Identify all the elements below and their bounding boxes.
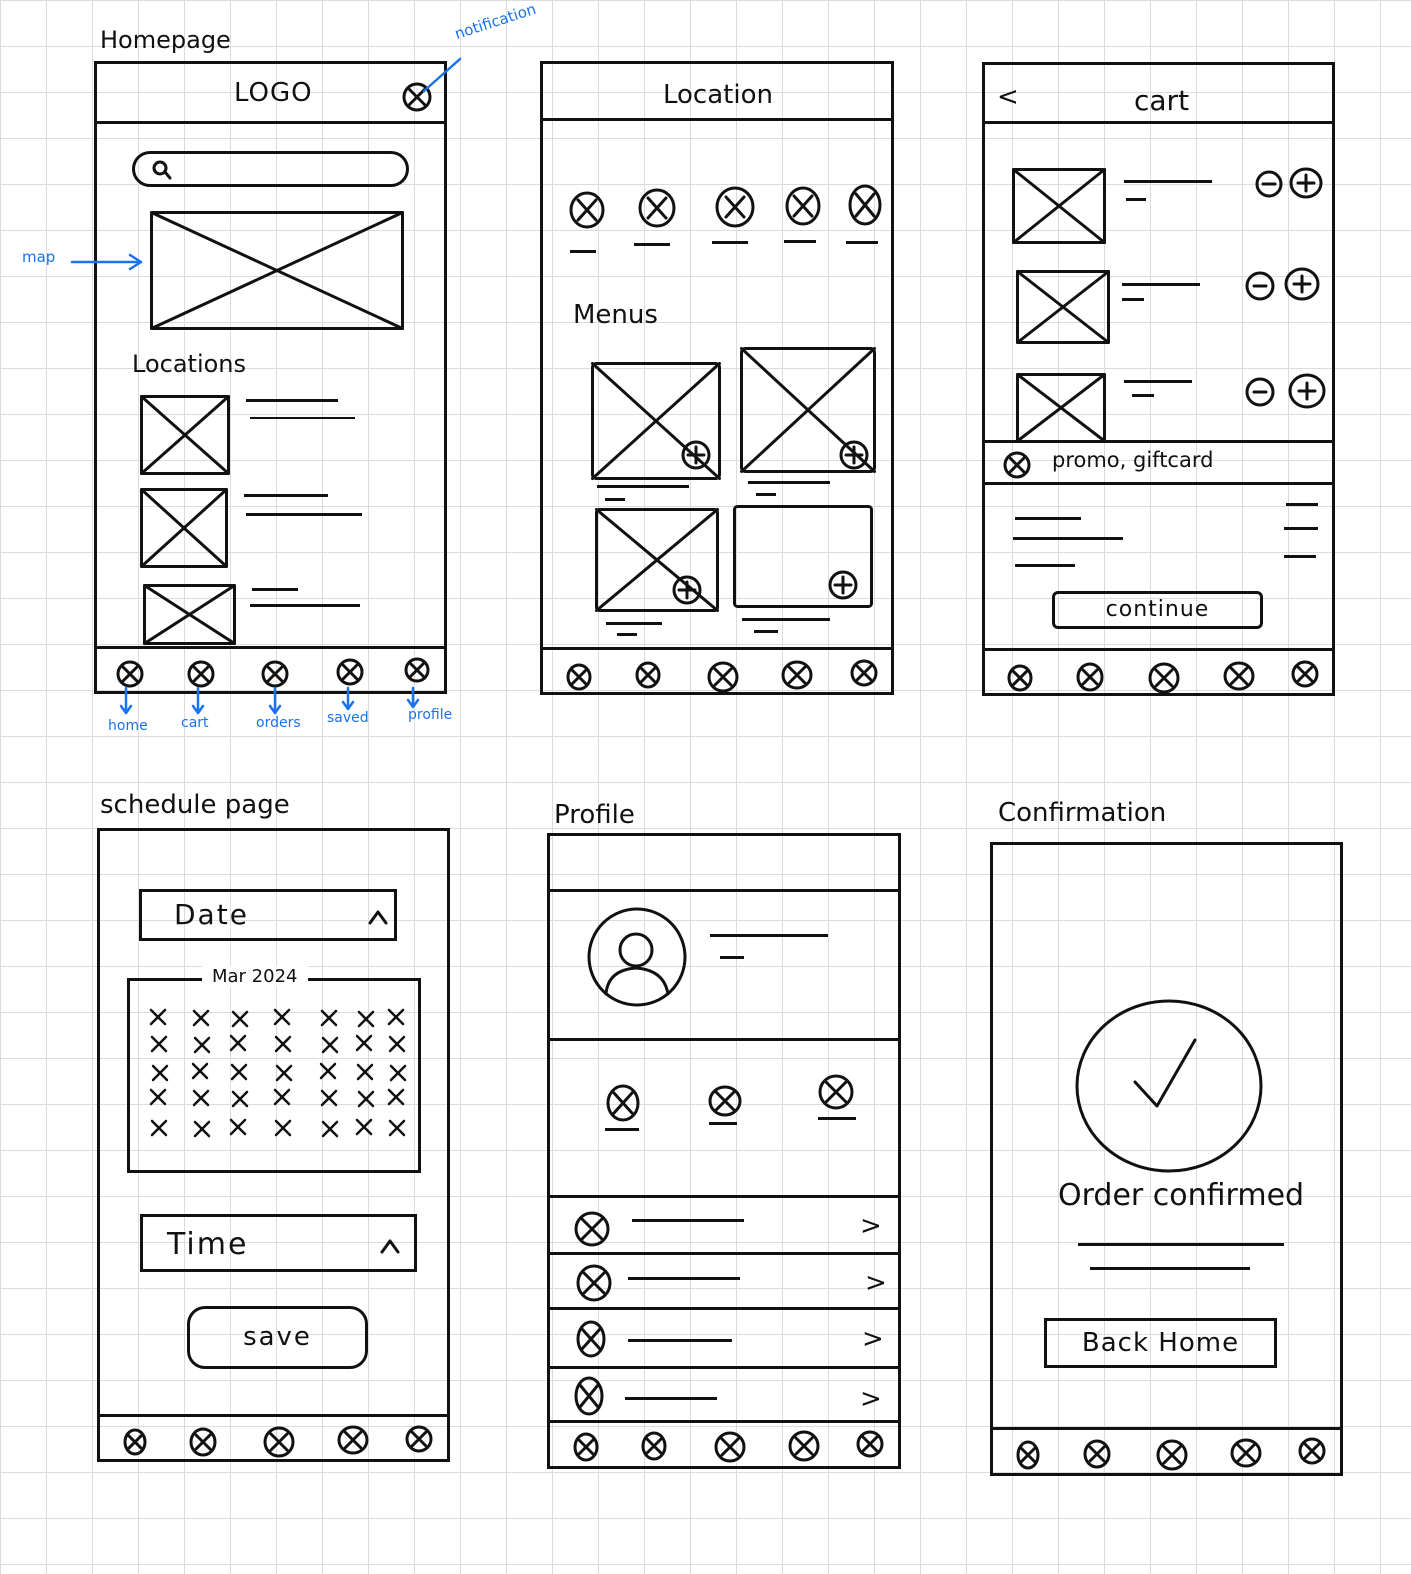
cart-nav-icon[interactable] bbox=[1076, 662, 1104, 692]
calendar-day[interactable] bbox=[391, 1066, 405, 1080]
cart-item-thumbnail bbox=[1012, 168, 1106, 244]
location-header-divider bbox=[540, 118, 894, 121]
nav-annotation-profile: profile bbox=[408, 707, 453, 723]
homepage-title: Homepage bbox=[100, 26, 231, 54]
home-nav-icon[interactable] bbox=[1016, 1440, 1040, 1470]
profile-nav-divider bbox=[547, 1420, 901, 1423]
profile-nav-icon[interactable] bbox=[404, 657, 430, 683]
saved-nav-icon[interactable] bbox=[781, 660, 813, 690]
calendar-day[interactable] bbox=[359, 1092, 373, 1106]
shortcut-label-line bbox=[818, 1117, 856, 1120]
confirmation-title: Confirmation bbox=[998, 798, 1167, 828]
chevron-up-icon bbox=[379, 1237, 401, 1255]
calendar-day[interactable] bbox=[357, 1036, 371, 1050]
quantity-increase-button[interactable] bbox=[1289, 167, 1323, 199]
calendar-day[interactable] bbox=[231, 1120, 245, 1134]
calendar-day[interactable] bbox=[389, 1010, 403, 1024]
location-line bbox=[246, 513, 362, 516]
cart-item-price-line bbox=[1126, 198, 1146, 201]
cart-header: cart bbox=[1134, 84, 1190, 117]
menu-item-card[interactable] bbox=[591, 362, 721, 480]
menu-item-price-line bbox=[754, 630, 778, 633]
menu-item-name-line bbox=[748, 481, 830, 484]
calendar-day[interactable] bbox=[323, 1038, 337, 1052]
quantity-decrease-button[interactable] bbox=[1255, 170, 1283, 198]
settings-row-label-line bbox=[628, 1277, 740, 1280]
profile-header-divider bbox=[547, 889, 901, 892]
calendar-day[interactable] bbox=[232, 1065, 246, 1079]
date-label: Date bbox=[174, 898, 249, 931]
calendar-day[interactable] bbox=[153, 1066, 167, 1080]
calendar-day[interactable] bbox=[151, 1010, 165, 1024]
profile-nav-icon[interactable] bbox=[405, 1425, 433, 1453]
profile-shortcut-icon[interactable] bbox=[818, 1074, 854, 1110]
calendar-day[interactable] bbox=[233, 1092, 247, 1106]
cart-item-name-line bbox=[1124, 380, 1192, 383]
category-label-line bbox=[570, 250, 596, 253]
orders-nav-icon[interactable] bbox=[261, 660, 289, 688]
cart-item-thumbnail bbox=[1016, 373, 1106, 441]
saved-nav-icon[interactable] bbox=[788, 1430, 820, 1462]
profile-nav-icon[interactable] bbox=[1298, 1437, 1326, 1465]
chevron-up-icon bbox=[367, 908, 389, 926]
calendar-days-grid bbox=[145, 1000, 410, 1158]
confirmation-detail-line bbox=[1078, 1243, 1284, 1246]
calendar-day[interactable] bbox=[276, 1121, 290, 1135]
category-icon[interactable] bbox=[638, 188, 676, 228]
settings-row-label-line bbox=[632, 1219, 744, 1222]
location-line bbox=[250, 417, 355, 419]
continue-button[interactable] bbox=[1052, 591, 1263, 629]
chevron-right-icon: > bbox=[860, 1211, 882, 1241]
cart-item-name-line bbox=[1124, 180, 1212, 183]
notification-annotation: notification bbox=[452, 0, 539, 43]
locations-heading: Locations bbox=[132, 350, 247, 378]
profile-title: Profile bbox=[554, 800, 635, 830]
confirmation-detail-line bbox=[1090, 1267, 1250, 1270]
profile-nav-icon[interactable] bbox=[850, 659, 878, 687]
time-dropdown[interactable] bbox=[140, 1214, 417, 1272]
back-button[interactable]: < bbox=[997, 82, 1019, 112]
date-dropdown[interactable] bbox=[139, 889, 397, 941]
quantity-decrease-button[interactable] bbox=[1245, 377, 1275, 407]
settings-row-label-line bbox=[628, 1339, 732, 1342]
cart-item-price-line bbox=[1122, 298, 1144, 301]
save-label: save bbox=[243, 1322, 312, 1352]
orders-nav-icon[interactable] bbox=[263, 1426, 295, 1458]
calendar-day[interactable] bbox=[322, 1091, 336, 1105]
menu-item-name-line bbox=[742, 618, 830, 621]
saved-nav-icon[interactable] bbox=[1230, 1438, 1262, 1468]
calendar-day[interactable] bbox=[151, 1090, 165, 1104]
home-nav-icon[interactable] bbox=[1007, 664, 1033, 692]
chevron-right-icon: > bbox=[862, 1324, 884, 1354]
settings-row-icon bbox=[576, 1320, 606, 1358]
calendar-day[interactable] bbox=[195, 1038, 209, 1052]
profile-name-line bbox=[710, 934, 828, 937]
calendar-day[interactable] bbox=[194, 1091, 208, 1105]
back-home-button[interactable] bbox=[1044, 1318, 1277, 1368]
menu-item-price-line bbox=[756, 493, 776, 496]
menu-item-card[interactable] bbox=[733, 505, 873, 608]
location-line bbox=[250, 604, 360, 607]
summary-value-line bbox=[1284, 555, 1316, 558]
settings-row-icon bbox=[574, 1211, 610, 1247]
calendar-day[interactable] bbox=[359, 1012, 373, 1026]
cart-item-name-line bbox=[1122, 283, 1200, 286]
confirmation-nav-divider bbox=[990, 1427, 1343, 1430]
summary-label-line bbox=[1015, 517, 1081, 520]
summary-value-line bbox=[1286, 503, 1318, 506]
cart-item-thumbnail bbox=[1016, 270, 1110, 344]
orders-nav-icon[interactable] bbox=[1156, 1439, 1188, 1471]
profile-shortcut-icon[interactable] bbox=[708, 1085, 742, 1117]
nav-annotation-cart: cart bbox=[181, 715, 209, 731]
calendar-day[interactable] bbox=[358, 1065, 372, 1079]
profile-nav-icon[interactable] bbox=[1291, 660, 1319, 688]
category-icon[interactable] bbox=[785, 186, 821, 226]
calendar-day[interactable] bbox=[277, 1066, 291, 1080]
location-thumbnail[interactable] bbox=[140, 395, 230, 475]
cart-nav-icon[interactable] bbox=[189, 1427, 217, 1457]
cart-nav-divider bbox=[982, 648, 1335, 651]
nav-annotation-home: home bbox=[108, 718, 148, 734]
cart-item-price-line bbox=[1132, 394, 1154, 397]
orders-nav-icon[interactable] bbox=[707, 661, 739, 693]
profile-shortcut-icon[interactable] bbox=[606, 1084, 640, 1122]
summary-label-line bbox=[1013, 537, 1123, 540]
search-icon bbox=[150, 157, 174, 181]
cart-nav-icon[interactable] bbox=[1083, 1439, 1111, 1469]
cart-nav-icon[interactable] bbox=[641, 1431, 667, 1461]
location-thumbnail[interactable] bbox=[143, 584, 236, 645]
category-label-line bbox=[846, 241, 878, 244]
calendar-day[interactable] bbox=[152, 1121, 166, 1135]
settings-row-label-line bbox=[625, 1397, 717, 1400]
continue-label: continue bbox=[1105, 597, 1210, 622]
calendar-day[interactable] bbox=[390, 1037, 404, 1051]
calendar-day[interactable] bbox=[152, 1037, 166, 1051]
calendar-day[interactable] bbox=[389, 1090, 403, 1104]
home-nav-icon[interactable] bbox=[116, 660, 144, 688]
orders-nav-icon[interactable] bbox=[714, 1431, 746, 1463]
schedule-title: schedule page bbox=[100, 790, 290, 820]
notification-annotation-arrow bbox=[420, 55, 465, 95]
calendar-month: Mar 2024 bbox=[202, 966, 308, 987]
map-annotation-arrow bbox=[70, 252, 146, 272]
cart-nav-icon[interactable] bbox=[187, 660, 215, 688]
home-nav-icon[interactable] bbox=[566, 663, 592, 691]
calendar-day[interactable] bbox=[323, 1122, 337, 1136]
quantity-increase-button[interactable] bbox=[1288, 373, 1326, 409]
menu-item-name-line bbox=[597, 485, 689, 488]
promo-giftcard-field[interactable]: promo, giftcard bbox=[1052, 448, 1214, 472]
menus-heading: Menus bbox=[573, 300, 658, 330]
menu-item-price-line bbox=[617, 633, 637, 636]
settings-row-icon bbox=[576, 1264, 612, 1302]
home-nav-icon[interactable] bbox=[573, 1432, 599, 1462]
category-icon[interactable] bbox=[848, 184, 882, 226]
location-line bbox=[244, 494, 328, 497]
menu-item-card[interactable] bbox=[595, 508, 719, 612]
summary-value-line bbox=[1284, 527, 1318, 530]
promo-icon bbox=[1003, 451, 1031, 479]
summary-label-line bbox=[1015, 564, 1075, 567]
menu-item-card[interactable] bbox=[740, 347, 876, 473]
order-confirmed-text: Order confirmed bbox=[1058, 1178, 1305, 1213]
category-label-line bbox=[634, 243, 670, 246]
calendar-day[interactable] bbox=[193, 1064, 207, 1078]
orders-nav-icon[interactable] bbox=[1148, 662, 1180, 694]
location-line bbox=[246, 399, 338, 402]
category-label-line bbox=[784, 240, 816, 243]
logo: LOGO bbox=[234, 78, 313, 108]
location-thumbnail[interactable] bbox=[140, 488, 228, 568]
calendar-day[interactable] bbox=[276, 1037, 290, 1051]
calendar-day[interactable] bbox=[322, 1011, 336, 1025]
quantity-increase-button[interactable] bbox=[1284, 267, 1320, 301]
homepage-header-divider bbox=[94, 121, 447, 124]
shortcut-label-line bbox=[709, 1122, 737, 1125]
avatar[interactable] bbox=[586, 906, 688, 1008]
schedule-nav-divider bbox=[97, 1414, 450, 1417]
save-button[interactable] bbox=[187, 1306, 368, 1369]
shortcut-label-line bbox=[605, 1128, 639, 1131]
profile-nav-icon[interactable] bbox=[856, 1430, 884, 1458]
calendar-day[interactable] bbox=[194, 1011, 208, 1025]
calendar-day[interactable] bbox=[357, 1120, 371, 1134]
chevron-right-icon: > bbox=[865, 1268, 887, 1298]
category-label-line bbox=[712, 241, 748, 244]
calendar-day[interactable] bbox=[275, 1010, 289, 1024]
check-circle-icon bbox=[1073, 998, 1265, 1174]
profile-detail-line bbox=[720, 956, 744, 959]
promo-top-divider bbox=[982, 440, 1335, 443]
nav-annotation-arrows bbox=[110, 686, 430, 718]
calendar-day[interactable] bbox=[231, 1036, 245, 1050]
menu-item-name-line bbox=[606, 622, 662, 625]
location-nav-divider bbox=[540, 647, 894, 650]
quantity-decrease-button[interactable] bbox=[1245, 271, 1275, 301]
back-home-label: Back Home bbox=[1081, 1328, 1240, 1358]
saved-nav-icon[interactable] bbox=[336, 658, 364, 686]
profile-card-divider bbox=[547, 1038, 901, 1041]
promo-bottom-divider bbox=[982, 482, 1335, 485]
cart-header-divider bbox=[982, 121, 1335, 124]
category-icon[interactable] bbox=[715, 186, 755, 228]
settings-row-icon bbox=[574, 1376, 604, 1416]
saved-nav-icon[interactable] bbox=[1223, 661, 1255, 691]
nav-annotation-orders: orders bbox=[256, 715, 301, 731]
saved-nav-icon[interactable] bbox=[337, 1425, 369, 1455]
calendar-day[interactable] bbox=[195, 1122, 209, 1136]
cart-nav-icon[interactable] bbox=[635, 661, 661, 689]
calendar-day[interactable] bbox=[321, 1064, 335, 1078]
calendar-day[interactable] bbox=[275, 1090, 289, 1104]
homepage-nav-divider bbox=[94, 646, 447, 649]
nav-annotation-saved: saved bbox=[327, 710, 369, 726]
calendar-day[interactable] bbox=[233, 1012, 247, 1026]
map-annotation: map bbox=[22, 248, 56, 266]
calendar-day[interactable] bbox=[390, 1121, 404, 1135]
location-header: Location bbox=[663, 80, 773, 110]
menu-item-price-line bbox=[605, 498, 625, 501]
category-icon[interactable] bbox=[569, 191, 605, 229]
home-nav-icon[interactable] bbox=[123, 1428, 147, 1456]
chevron-right-icon: > bbox=[860, 1384, 882, 1414]
map-placeholder bbox=[150, 211, 404, 330]
time-label: Time bbox=[167, 1227, 249, 1262]
location-line bbox=[252, 588, 298, 591]
